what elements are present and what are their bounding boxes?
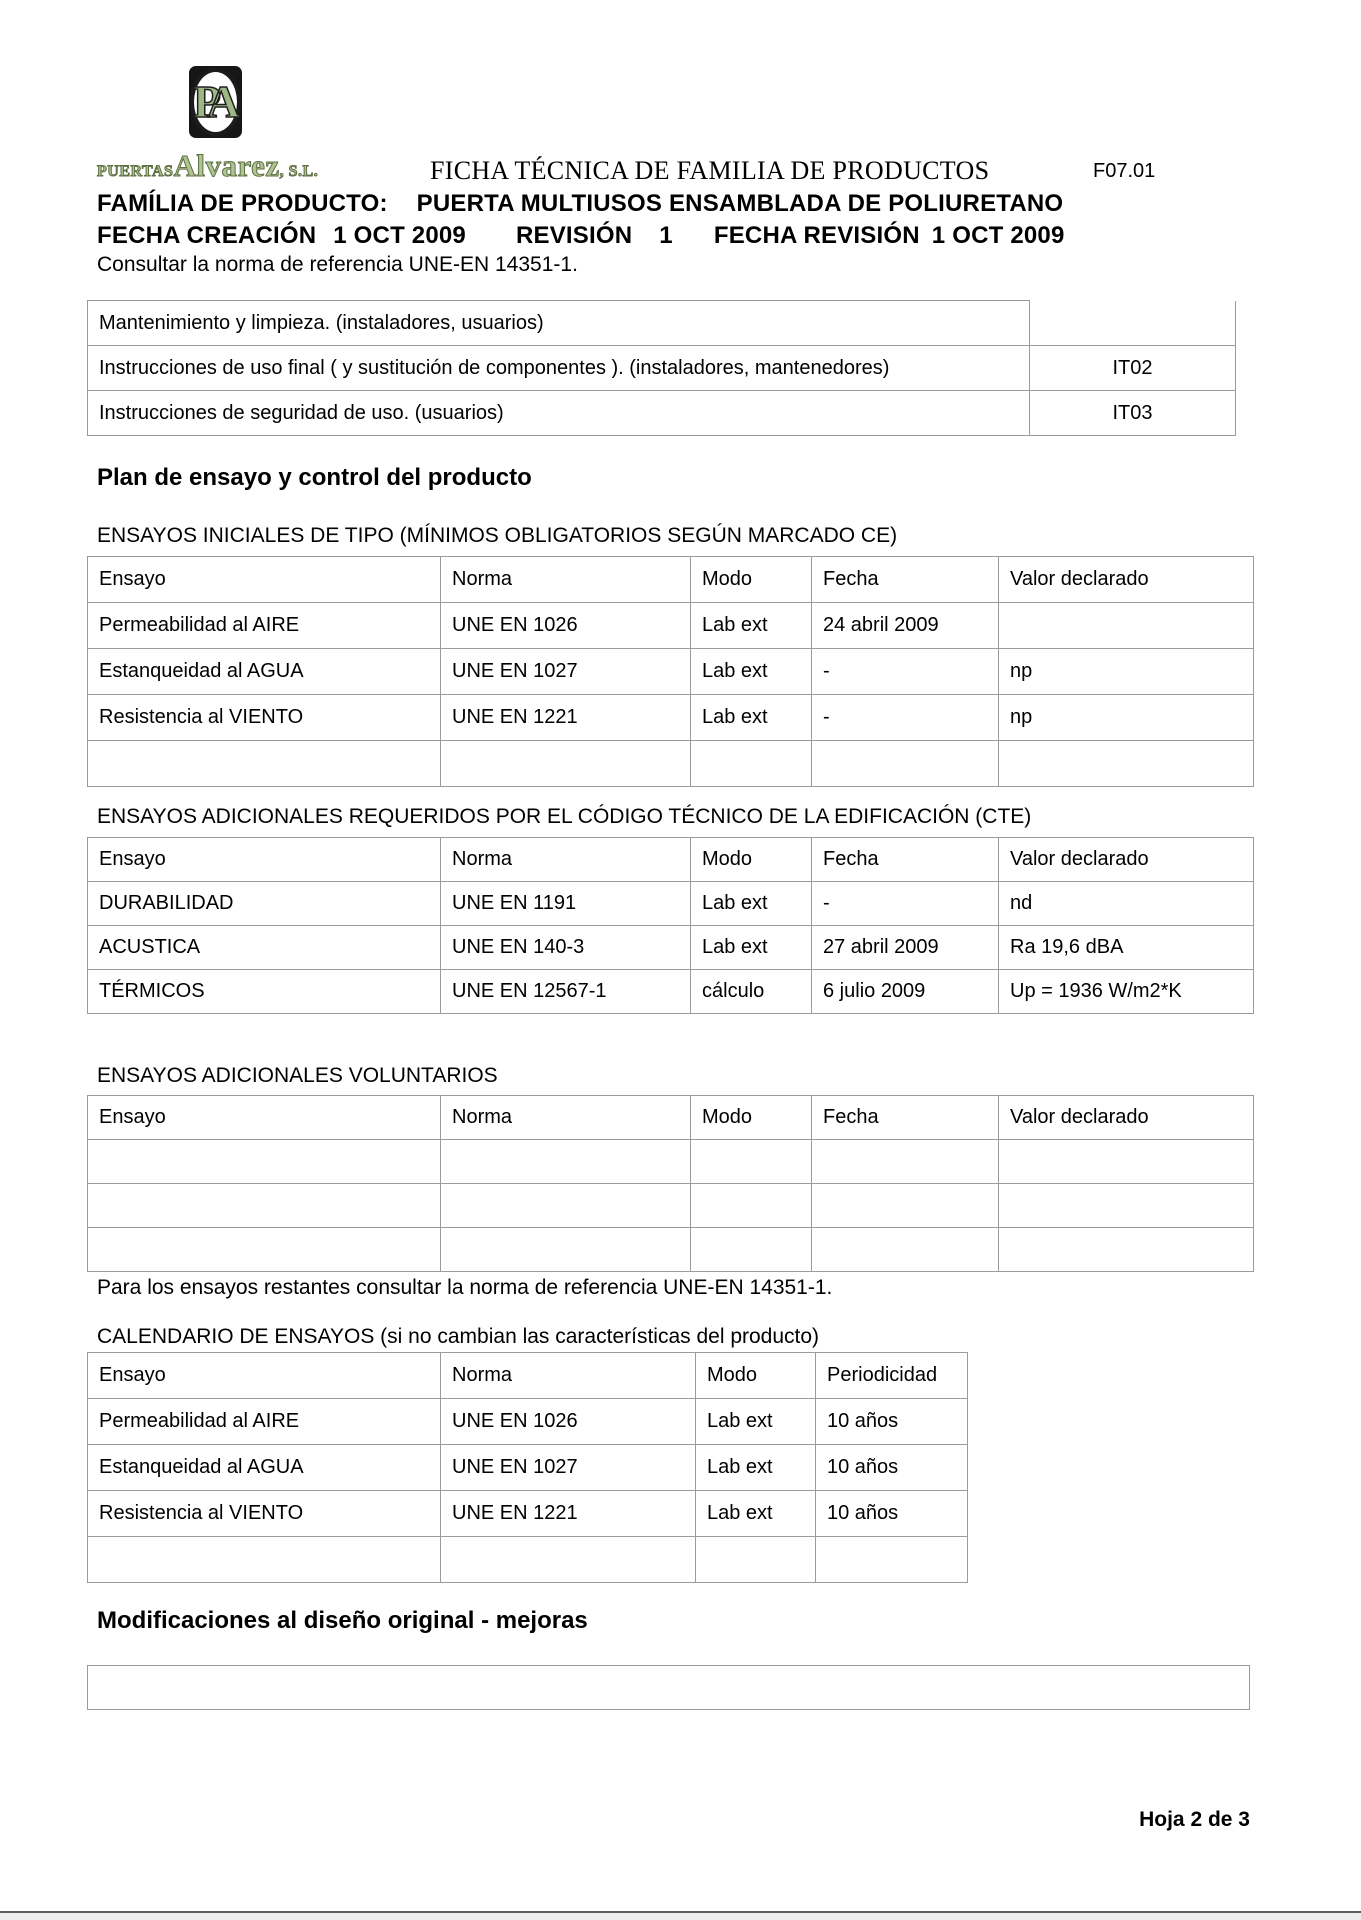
table-cell: Instrucciones de uso final ( y sustitución de componentes ). (instaladores, mantenedores) bbox=[88, 346, 1030, 391]
calendar-tests-title: CALENDARIO DE ENSAYOS (si no cambian las características del producto) bbox=[97, 1325, 820, 1348]
table-cell: cálculo bbox=[691, 970, 812, 1014]
table-cell: Permeabilidad al AIRE bbox=[88, 603, 441, 649]
table-cell: IT02 bbox=[1030, 346, 1236, 391]
modifications-box bbox=[87, 1665, 1250, 1710]
column-header: Norma bbox=[441, 1096, 691, 1140]
table-row bbox=[88, 649, 1254, 695]
column-header: Norma bbox=[441, 557, 691, 603]
wordmark-suffix: , S.L. bbox=[279, 163, 319, 180]
table-cell: Lab ext bbox=[696, 1491, 816, 1537]
table-row bbox=[88, 695, 1254, 741]
table-cell: Up = 1936 W/m2*K bbox=[999, 970, 1254, 1014]
column-header: Valor declarado bbox=[999, 557, 1254, 603]
column-header: Fecha bbox=[812, 1096, 999, 1140]
table-cell bbox=[88, 1184, 441, 1228]
table-cell: UNE EN 1026 bbox=[441, 1399, 696, 1445]
table-cell bbox=[88, 1537, 441, 1583]
table-cell: Lab ext bbox=[691, 649, 812, 695]
table-cell: Ra 19,6 dBA bbox=[999, 926, 1254, 970]
revision-date-value: 1 OCT 2009 bbox=[931, 222, 1065, 249]
calendar-tests-table bbox=[87, 1352, 968, 1583]
initial-tests-title: ENSAYOS INICIALES DE TIPO (MÍNIMOS OBLIGATORIOS SEGÚN MARCADO CE) bbox=[97, 524, 898, 547]
table-cell bbox=[441, 1537, 696, 1583]
column-header: Norma bbox=[441, 838, 691, 882]
creation-date-label: FECHA CREACIÓN bbox=[97, 222, 317, 249]
table-row bbox=[88, 391, 1236, 436]
column-header: Periodicidad bbox=[816, 1353, 968, 1399]
table-row bbox=[88, 970, 1254, 1014]
table-cell: Resistencia al VIENTO bbox=[88, 1491, 441, 1537]
table-cell: nd bbox=[999, 882, 1254, 926]
table-cell: Estanqueidad al AGUA bbox=[88, 1445, 441, 1491]
table-cell: Mantenimiento y limpieza. (instaladores, usuarios) bbox=[88, 301, 1030, 346]
voluntary-tests-title: ENSAYOS ADICIONALES VOLUNTARIOS bbox=[97, 1064, 498, 1087]
page-number: Hoja 2 de 3 bbox=[1139, 1808, 1250, 1831]
table-row bbox=[88, 1491, 968, 1537]
cte-tests-title: ENSAYOS ADICIONALES REQUERIDOS POR EL CÓDIGO TÉCNICO DE LA EDIFICACIÓN (CTE) bbox=[97, 805, 1032, 828]
table-cell: Lab ext bbox=[696, 1445, 816, 1491]
column-header: Valor declarado bbox=[999, 1096, 1254, 1140]
table-cell: Estanqueidad al AGUA bbox=[88, 649, 441, 695]
table-cell: - bbox=[812, 695, 999, 741]
table-row bbox=[88, 1184, 1254, 1228]
table-row bbox=[88, 1228, 1254, 1272]
table-row bbox=[88, 603, 1254, 649]
table-cell: - bbox=[812, 882, 999, 926]
dates-line bbox=[97, 222, 1065, 250]
table-cell bbox=[999, 1140, 1254, 1184]
table-cell bbox=[691, 741, 812, 787]
table-cell: UNE EN 1027 bbox=[441, 1445, 696, 1491]
table-cell: DURABILIDAD bbox=[88, 882, 441, 926]
column-header: Ensayo bbox=[88, 1353, 441, 1399]
table-cell bbox=[999, 603, 1254, 649]
table-header-row bbox=[88, 1353, 968, 1399]
cte-tests-table bbox=[87, 837, 1254, 1014]
table-cell bbox=[812, 1184, 999, 1228]
table-cell bbox=[88, 741, 441, 787]
table-cell: 6 julio 2009 bbox=[812, 970, 999, 1014]
wordmark-main: Alvarez bbox=[173, 148, 280, 183]
table-cell bbox=[812, 741, 999, 787]
table-row bbox=[88, 346, 1236, 391]
table-cell bbox=[441, 1228, 691, 1272]
table-row bbox=[88, 1537, 968, 1583]
table-header-row bbox=[88, 838, 1254, 882]
table-cell bbox=[812, 1228, 999, 1272]
table-row bbox=[88, 1445, 968, 1491]
table-cell: 10 años bbox=[816, 1399, 968, 1445]
page-separator bbox=[0, 1911, 1361, 1920]
company-logo bbox=[189, 66, 242, 138]
table-cell: 27 abril 2009 bbox=[812, 926, 999, 970]
remaining-tests-note: Para los ensayos restantes consultar la norma de referencia UNE-EN 14351-1. bbox=[97, 1276, 833, 1299]
creation-date-value: 1 OCT 2009 bbox=[333, 222, 466, 249]
table-cell: UNE EN 140-3 bbox=[441, 926, 691, 970]
logo-wordmark bbox=[97, 148, 377, 184]
table-row bbox=[88, 301, 1236, 346]
table-cell bbox=[1030, 301, 1236, 346]
wordmark-prefix: PUERTAS bbox=[97, 163, 174, 180]
table-cell: 24 abril 2009 bbox=[812, 603, 999, 649]
document-title: FICHA TÉCNICA DE FAMILIA DE PRODUCTOS bbox=[430, 156, 990, 185]
table-row bbox=[88, 1140, 1254, 1184]
table-row bbox=[88, 741, 1254, 787]
table-header-row bbox=[88, 557, 1254, 603]
table-cell bbox=[812, 1140, 999, 1184]
table-cell bbox=[88, 1228, 441, 1272]
column-header: Fecha bbox=[812, 838, 999, 882]
table-cell: Lab ext bbox=[696, 1399, 816, 1445]
table-cell: - bbox=[812, 649, 999, 695]
table-cell: Instrucciones de seguridad de uso. (usuarios) bbox=[88, 391, 1030, 436]
revision-label: REVISIÓN bbox=[515, 222, 633, 249]
table-cell: 10 años bbox=[816, 1445, 968, 1491]
table-row bbox=[88, 882, 1254, 926]
instructions-table bbox=[87, 300, 1236, 436]
modifications-heading: Modificaciones al diseño original - mejoras bbox=[97, 1607, 588, 1634]
table-cell: TÉRMICOS bbox=[88, 970, 441, 1014]
table-cell: np bbox=[999, 649, 1254, 695]
voluntary-tests-table bbox=[87, 1095, 1254, 1272]
column-header: Norma bbox=[441, 1353, 696, 1399]
initial-tests-table bbox=[87, 556, 1254, 787]
column-header: Ensayo bbox=[88, 557, 441, 603]
form-code: F07.01 bbox=[1093, 160, 1156, 182]
table-cell bbox=[999, 1228, 1254, 1272]
table-cell: UNE EN 1221 bbox=[441, 1491, 696, 1537]
table-cell: UNE EN 1191 bbox=[441, 882, 691, 926]
column-header: Modo bbox=[691, 1096, 812, 1140]
table-cell bbox=[696, 1537, 816, 1583]
table-cell: Lab ext bbox=[691, 926, 812, 970]
column-header: Ensayo bbox=[88, 1096, 441, 1140]
table-header-row bbox=[88, 1096, 1254, 1140]
table-cell: np bbox=[999, 695, 1254, 741]
table-cell bbox=[816, 1537, 968, 1583]
table-cell: UNE EN 1027 bbox=[441, 649, 691, 695]
table-cell: Resistencia al VIENTO bbox=[88, 695, 441, 741]
table-cell bbox=[441, 1184, 691, 1228]
table-cell: UNE EN 12567-1 bbox=[441, 970, 691, 1014]
table-cell: Permeabilidad al AIRE bbox=[88, 1399, 441, 1445]
table-cell bbox=[691, 1228, 812, 1272]
table-cell bbox=[88, 1140, 441, 1184]
table-cell bbox=[691, 1140, 812, 1184]
column-header: Valor declarado bbox=[999, 838, 1254, 882]
table-cell bbox=[999, 1184, 1254, 1228]
table-cell: Lab ext bbox=[691, 695, 812, 741]
table-cell bbox=[441, 1140, 691, 1184]
table-cell bbox=[999, 741, 1254, 787]
column-header: Modo bbox=[696, 1353, 816, 1399]
plan-section-heading: Plan de ensayo y control del producto bbox=[97, 464, 532, 491]
revision-date-label: FECHA REVISIÓN bbox=[713, 222, 920, 249]
revision-number: 1 bbox=[659, 222, 673, 249]
column-header: Fecha bbox=[812, 557, 999, 603]
table-cell: UNE EN 1221 bbox=[441, 695, 691, 741]
table-cell bbox=[691, 1184, 812, 1228]
table-row bbox=[88, 1399, 968, 1445]
table-cell: Lab ext bbox=[691, 603, 812, 649]
table-cell bbox=[441, 741, 691, 787]
reference-note: Consultar la norma de referencia UNE-EN 14351-1. bbox=[97, 253, 578, 276]
table-row bbox=[88, 926, 1254, 970]
table-cell: Lab ext bbox=[691, 882, 812, 926]
table-cell: IT03 bbox=[1030, 391, 1236, 436]
table-cell: UNE EN 1026 bbox=[441, 603, 691, 649]
table-cell: ACUSTICA bbox=[88, 926, 441, 970]
product-family-value: PUERTA MULTIUSOS ENSAMBLADA DE POLIURETANO bbox=[416, 190, 1064, 217]
column-header: Modo bbox=[691, 838, 812, 882]
product-family-line bbox=[97, 190, 1063, 218]
table-cell: 10 años bbox=[816, 1491, 968, 1537]
product-family-label: FAMÍLIA DE PRODUCTO: bbox=[97, 190, 388, 217]
column-header: Modo bbox=[691, 557, 812, 603]
column-header: Ensayo bbox=[88, 838, 441, 882]
logo-monogram: PA bbox=[193, 76, 229, 127]
